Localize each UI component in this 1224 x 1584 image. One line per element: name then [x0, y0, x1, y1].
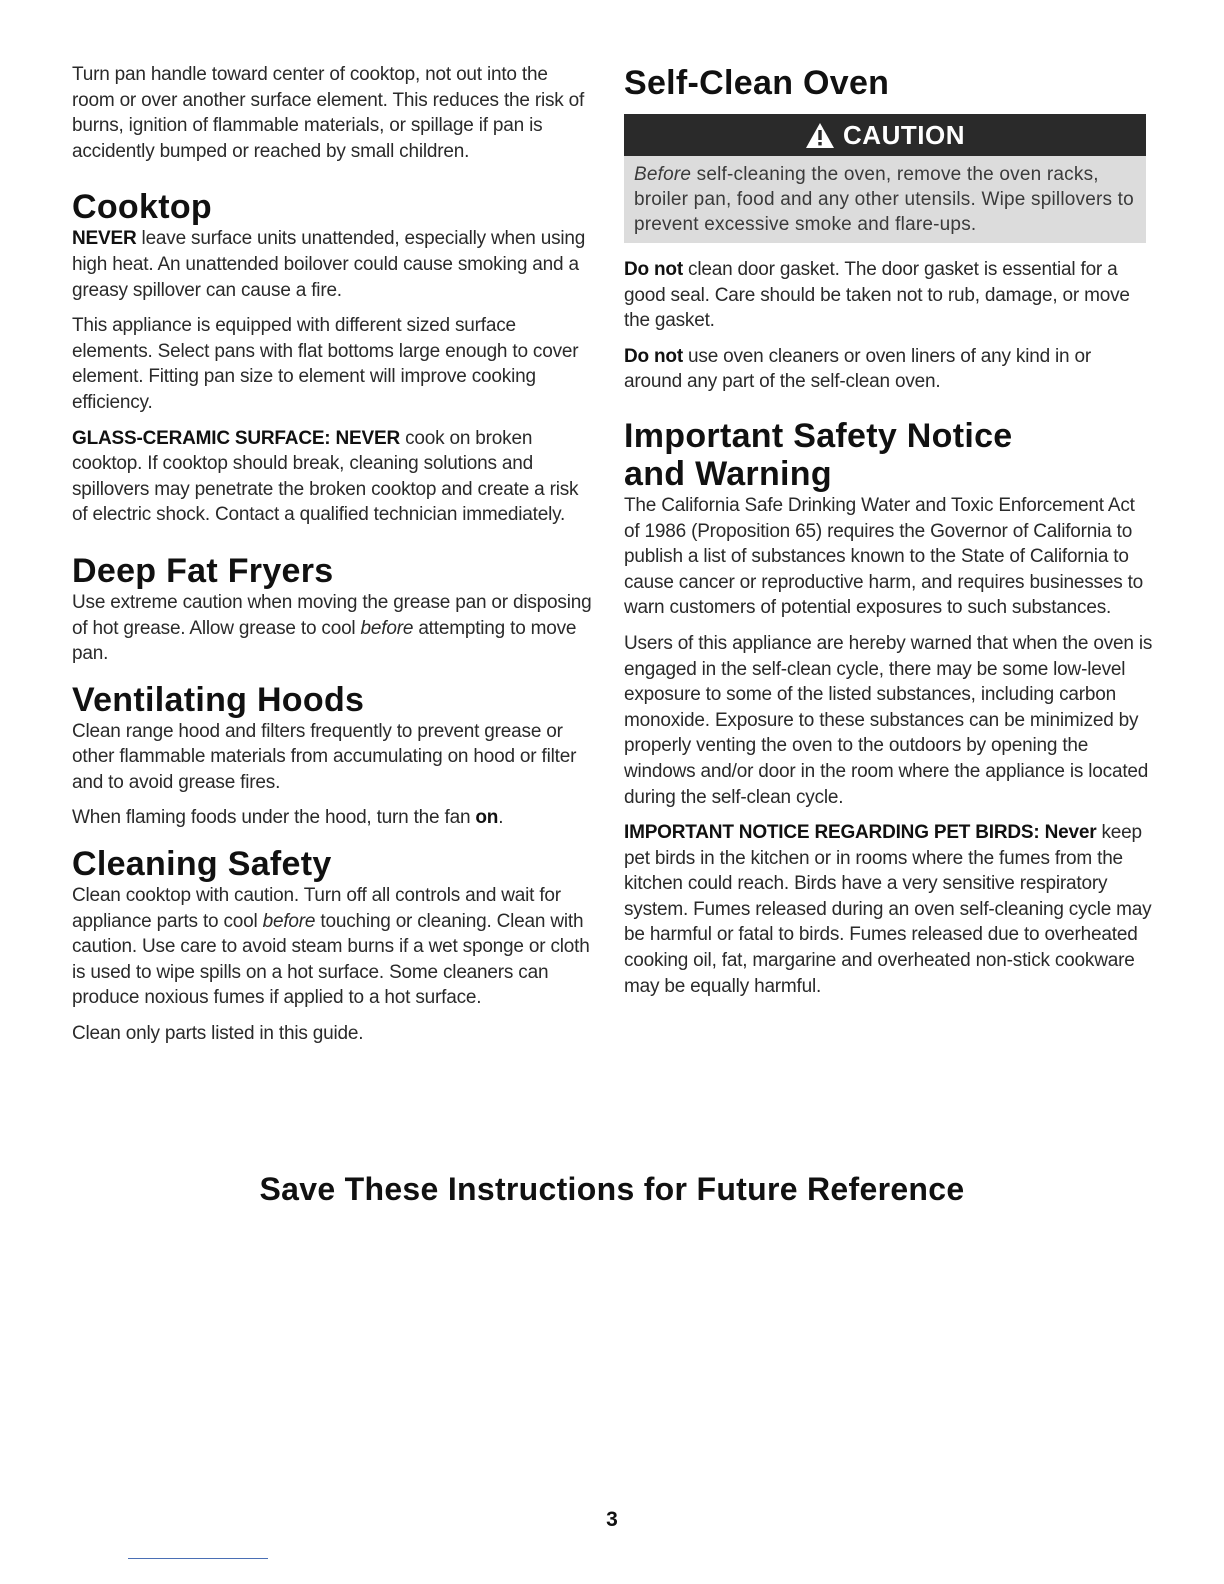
never-emphasis: NEVER: [72, 228, 137, 250]
page-number: 3: [606, 1508, 618, 1531]
gasket-paragraph: Do not clean door gasket. The door gasket is essential for a good seal. Care should be taken not to rub, damage, or move the gasket.: [624, 259, 1130, 332]
pet-birds-paragraph: IMPORTANT NOTICE REGARDING PET BIRDS: Never keep pet birds in the kitchen or in rooms where the fumes from the kitchen could reach. Birds have a very sensitive respiratory system. Fumes released during an oven self-cleaning cycle may be harmful or fatal to birds. Fumes released due to overheated cooking oil, fat, margarine and overheated non-stick cookware may be equally harmful.: [624, 822, 1152, 997]
fryers-paragraph: Use extreme caution when moving the grease pan or disposing of hot grease. Allow grease to cool before attempting to move pan.: [72, 591, 592, 665]
warning-triangle-icon: [805, 122, 835, 149]
left-column: [72, 62, 592, 1057]
cleaning-safety-heading: Cleaning Safety: [72, 845, 332, 884]
caution-text: Before self-cleaning the oven, remove the oven racks, broiler pan, food and any other utensils. Wipe spillovers to prevent excessive smoke and flare-ups.: [624, 156, 1146, 243]
notice-paragraph-2: Users of this appliance are hereby warned that when the oven is engaged in the self-clean cycle, there may be some low-level exposure to some of the listed substances, including carbon monoxide. Exposure to these substances can be minimized by properly venting the oven to the outdoors by opening the windows and/or door in the room where the appliance is located during the self-clean cycle.: [624, 632, 1153, 808]
hoods-paragraph-2: When flaming foods under the hood, turn the fan on.: [72, 807, 504, 829]
glass-ceramic-emphasis: GLASS-CERAMIC SURFACE: NEVER: [72, 427, 400, 449]
cooktop-paragraph-2: This appliance is equipped with different sized surface elements. Select pans with flat bottoms large enough to cover element. Fitting pan size to element will improve cooking efficiency.: [72, 315, 579, 413]
footer-rule: [128, 1558, 268, 1559]
caution-box: [624, 114, 1146, 243]
safety-notice-heading: Important Safety Notice and Warning: [624, 416, 1013, 493]
cleaning-paragraph-2: Clean only parts listed in this guide.: [72, 1023, 364, 1045]
ventilating-hoods-heading: Ventilating Hoods: [72, 680, 365, 719]
save-instructions-title: Save These Instructions for Future Reference: [259, 1171, 965, 1207]
oven-cleaners-paragraph: Do not use oven cleaners or oven liners of any kind in or around any part of the self-clean oven.: [624, 345, 1091, 393]
cleaning-paragraph-1: Clean cooktop with caution. Turn off all controls and wait for appliance parts to cool before touching or cleaning. Clean with caution. Use care to avoid steam burns if a wet sponge or cloth is used to wipe spills on a hot surface. Some cleaners can produce noxious fumes if applied to a hot surface.: [72, 885, 590, 1009]
self-clean-oven-heading: Self-Clean Oven: [624, 64, 890, 102]
deep-fat-fryers-heading: Deep Fat Fryers: [72, 551, 334, 590]
caution-label: CAUTION: [843, 119, 965, 150]
cooktop-paragraph-1: NEVER leave surface units unattended, especially when using high heat. An unattended boilover could cause smoking and a greasy spillover can cause a fire.: [72, 228, 586, 301]
intro-paragraph: Turn pan handle toward center of cooktop, not out into the room or over another surface element. This reduces the risk of burns, ignition of flammable materials, or spillage if pan is accidently bumped or reached by small children.: [72, 64, 585, 162]
right-column: [624, 62, 1154, 1009]
hoods-paragraph-1: Clean range hood and filters frequently to prevent grease or other flammable materials from accumulating on hood or filter and to avoid grease fires.: [72, 720, 577, 793]
caution-header: [624, 114, 1146, 156]
cooktop-paragraph-3: GLASS-CERAMIC SURFACE: NEVER cook on broken cooktop. If cooktop should break, cleaning solutions and spillovers may penetrate the broken cooktop and create a risk of electric shock. Contact a qualified technician immediately.: [72, 427, 579, 526]
notice-paragraph-1: The California Safe Drinking Water and Toxic Enforcement Act of 1986 (Proposition 65) requires the Governor of California to publish a list of substances known to the State of California to cause cancer or reproductive harm, and requires businesses to warn customers of potential exposures to such substances.: [624, 494, 1144, 619]
cooktop-heading: Cooktop: [72, 188, 212, 227]
